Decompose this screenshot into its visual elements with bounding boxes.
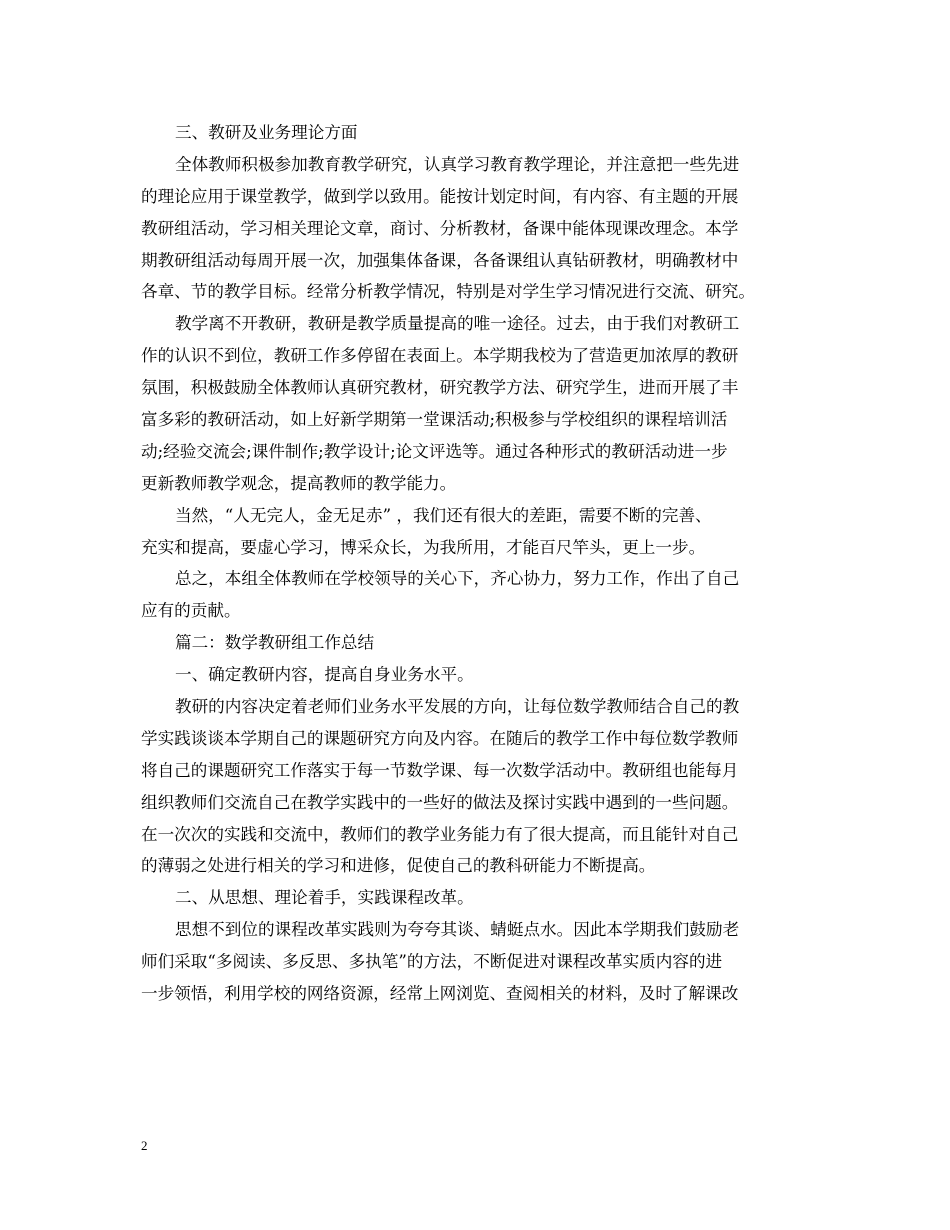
text-line: 三、教研及业务理论方面 [175, 123, 358, 142]
text-line: 教研组活动，学习相关理论文章，商讨、分析教材，备课中能体现课改理念。本学 [141, 218, 739, 238]
text-line: 在一次次的实践和交流中，教师们的教学业务能力有了很大提高，而且能针对自己 [141, 824, 739, 844]
text-line: 更新教师教学观念，提高教师的教学能力。 [141, 473, 457, 493]
text-line: 师们采取“多阅读、多反思、多执笔”的方法，不断促进对课程改革实质内容的进 [141, 952, 723, 972]
text-line: 篇二：数学教研组工作总结 [175, 633, 375, 653]
text-line: 动;经验交流会;课件制作;教学设计;论文评选等。通过各种形式的教研活动进一步 [141, 441, 728, 461]
text-line: 的薄弱之处进行相关的学习和进修，促使自己的教科研能力不断提高。 [141, 856, 656, 876]
document-body [141, 117, 821, 1010]
text-line: 组织教师们交流自己在教学实践中的一些好的做法及探讨实践中遇到的一些问题。 [141, 792, 739, 812]
text-line: 当然，“人无完人，金无足赤” ，我们还有很大的差距，需要不断的完善、 [175, 505, 712, 525]
text-line: 应有的贡献。 [141, 601, 241, 621]
text-line: 学实践谈谈本学期自己的课题研究方向及内容。在随后的教学工作中每位数学教师 [141, 728, 739, 748]
text-line: 充实和提高，要虚心学习，博采众长，为我所用，才能百尺竿头，更上一步。 [141, 537, 706, 557]
text-line: 的理论应用于课堂教学，做到学以致用。能按计划定时间，有内容、有主题的开展 [141, 186, 739, 206]
text-line: 思想不到位的课程改革实践则为夸夸其谈、蜻蜓点水。因此本学期我们鼓励老 [175, 920, 740, 940]
text-line: 教学离不开教研，教研是教学质量提高的唯一途径。过去，由于我们对教研工 [175, 314, 740, 334]
text-line: 各章、节的教学目标。经常分析教学情况，特别是对学生学习情况进行交流、研究。 [141, 282, 755, 302]
text-line: 将自己的课题研究工作落实于每一节数学课、每一次数学活动中。教研组也能每月 [141, 760, 739, 780]
page-number: 2 [141, 1138, 148, 1153]
text-line: 二、从思想、理论着手，实践课程改革。 [175, 888, 474, 908]
text-line: 一步领悟，利用学校的网络资源，经常上网浏览、查阅相关的材料，及时了解课改 [141, 984, 739, 1004]
text-line: 总之，本组全体教师在学校领导的关心下，齐心协力，努力工作，作出了自己 [175, 569, 740, 589]
text-line: 作的认识不到位，教研工作多停留在表面上。本学期我校为了营造更加浓厚的教研 [141, 346, 739, 366]
text-line: 教研的内容决定着老师们业务水平发展的方向，让每位数学教师结合自己的教 [175, 697, 740, 717]
text-line: 期教研组活动每周开展一次，加强集体备课，各备课组认真钻研教材，明确教材中 [141, 250, 739, 270]
text-line: 氛围，积极鼓励全体教师认真研究教材，研究教学方法、研究学生，进而开展了丰 [141, 378, 739, 398]
text-line: 一、确定教研内容，提高自身业务水平。 [175, 665, 474, 685]
text-line: 富多彩的教研活动，如上好新学期第一堂课活动;积极参与学校组织的课程培训活 [141, 410, 728, 430]
text-line: 全体教师积极参加教育教学研究，认真学习教育教学理论，并注意把一些先进 [175, 154, 740, 174]
